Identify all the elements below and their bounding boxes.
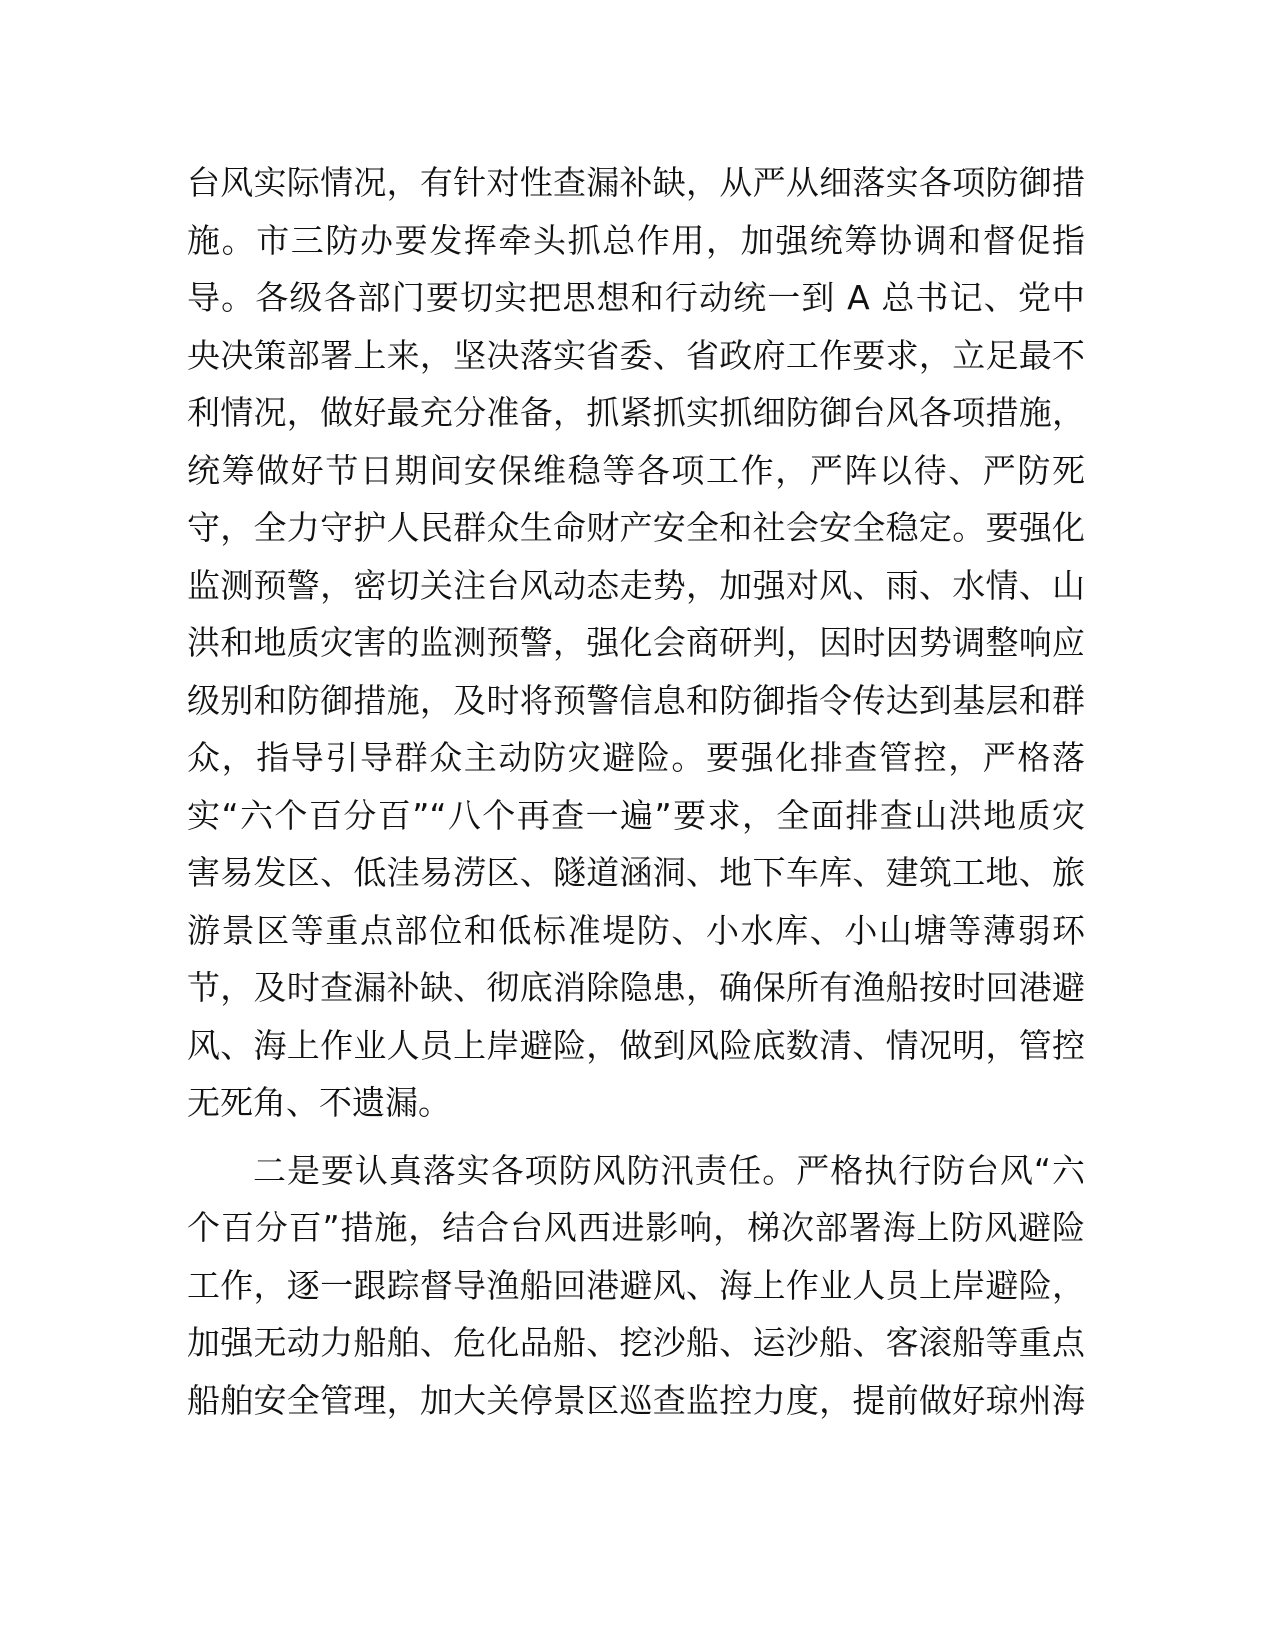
text-line: 导。各级各部门要切实把思想和行动统一到 A 总书记、党中 (187, 278, 1085, 317)
text-line: 无死角、不遗漏。 (187, 1083, 451, 1122)
text-line: 守，全力守护人民群众生命财产安全和社会安全稳定。要强化 (187, 508, 1085, 547)
text-line: 统筹做好节日期间安保维稳等各项工作，严阵以待、严防死 (187, 450, 1085, 490)
text-line: 加强无动力船舶、危化品船、挖沙船、运沙船、客滚船等重点 (187, 1323, 1085, 1362)
text-line: 游景区等重点部位和低标准堤防、小水库、小山塘等薄弱环 (187, 910, 1085, 950)
paragraph-1 (187, 154, 1085, 1132)
text-line: 台风实际情况，有针对性查漏补缺，从严从细落实各项防御措 (187, 163, 1085, 202)
text-line: 节，及时查漏补缺、彻底消除隐患，确保所有渔船按时回港避 (187, 968, 1085, 1007)
text-line: 级别和防御措施，及时将预警信息和防御指令传达到基层和群 (187, 680, 1085, 720)
text-line: 害易发区、低洼易涝区、隧道涵洞、地下车库、建筑工地、旅 (187, 853, 1085, 892)
text-line: 利情况，做好最充分准备，抓紧抓实抓细防御台风各项措施， (187, 393, 1085, 432)
text-line: 监测预警，密切关注台风动态走势，加强对风、雨、水情、山 (187, 565, 1085, 605)
text-line: 个百分百”措施，结合台风西进影响，梯次部署海上防风避险 (187, 1208, 1085, 1247)
text-line: 工作，逐一跟踪督导渔船回港避风、海上作业人员上岸避险， (187, 1265, 1085, 1305)
text-line: 洪和地质灾害的监测预警，强化会商研判，因时因势调整响应 (187, 623, 1085, 662)
text-line: 施。市三防办要发挥牵头抓总作用，加强统筹协调和督促指 (187, 220, 1085, 260)
text-line: 央决策部署上来，坚决落实省委、省政府工作要求，立足最不 (187, 335, 1085, 375)
text-line: 风、海上作业人员上岸避险，做到风险底数清、情况明，管控 (187, 1025, 1085, 1065)
document-body (187, 154, 1085, 1429)
text-line: 船舶安全管理，加大关停景区巡查监控力度，提前做好琼州海 (187, 1380, 1085, 1420)
paragraph-gap (187, 1132, 1085, 1142)
text-line: 实“六个百分百”“八个再查一遍”要求，全面排查山洪地质灾 (187, 795, 1085, 835)
text-line: 众，指导引导群众主动防灾避险。要强化排查管控，严格落 (187, 738, 1085, 777)
text-line: 二是要认真落实各项防风防汛责任。严格执行防台风“六 (253, 1150, 1085, 1190)
paragraph-2 (187, 1142, 1085, 1430)
